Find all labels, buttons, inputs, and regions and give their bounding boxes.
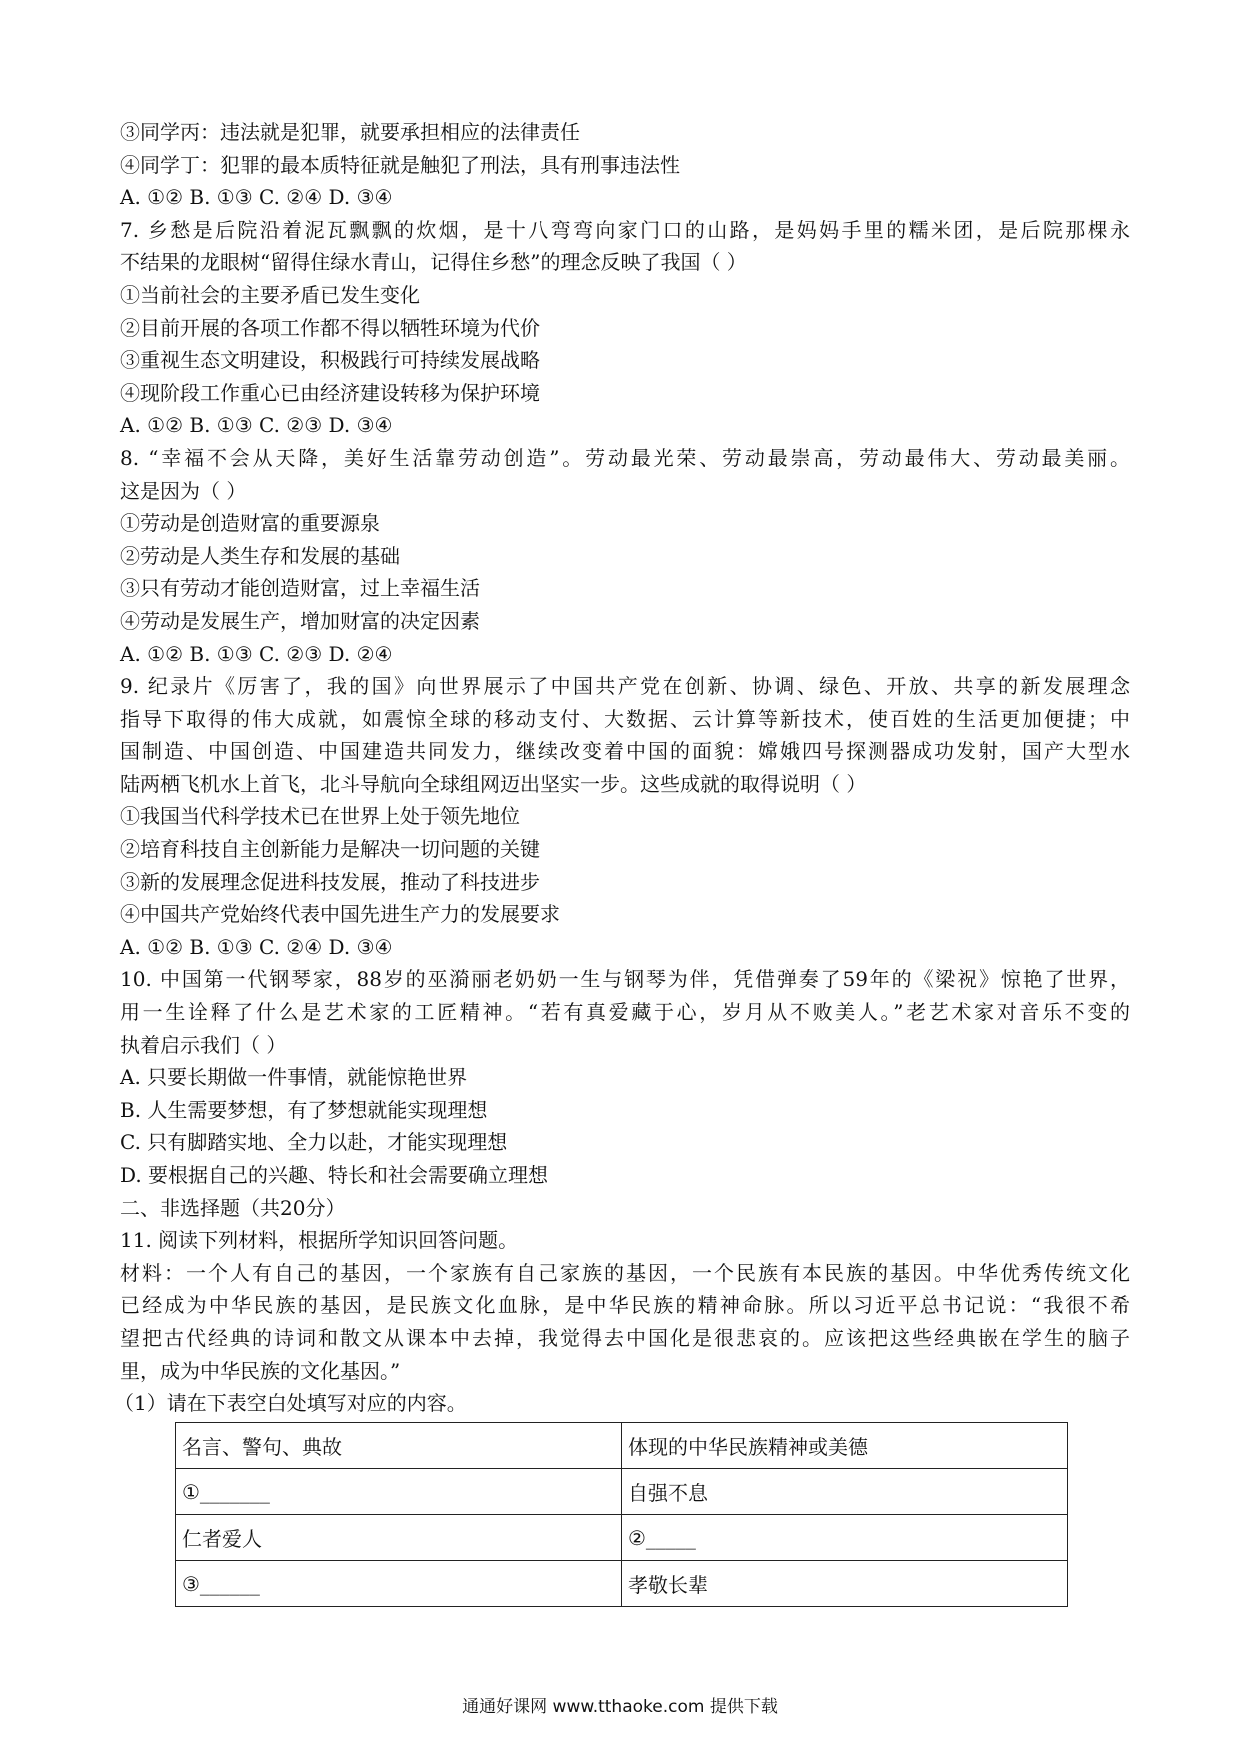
- q11-material-line: 已经成为中华民族的基因，是民族文化血脉，是中华民族的精神命脉。所以习近平总书记说：“我很不希: [120, 1293, 1130, 1318]
- q7-stem: [120, 214, 1130, 279]
- q9-option-3: ③新的发展理念促进科技发展，推动了科技进步: [120, 869, 540, 894]
- q10-stem-line: 用一生诠释了什么是艺术家的工匠精神。“若有真爱藏于心，岁月从不败美人。”老艺术家对音乐不变的: [120, 1000, 1130, 1025]
- q6-option-3: ③同学丙：违法就是犯罪，就要承担相应的法律责任: [120, 120, 580, 144]
- q9-stem-line: 陆两栖飞机水上首飞，北斗导航向全球组网迈出坚实一步。这些成就的取得说明（ ）: [120, 771, 867, 796]
- q8-stem: [120, 442, 1130, 507]
- q6-option-4: ④同学丁：犯罪的最本质特征就是触犯了刑法，具有刑事违法性: [120, 152, 680, 177]
- q8-option-1: ①劳动是创造财富的重要源泉: [120, 511, 380, 536]
- q8-stem-line: 这是因为（ ）: [120, 478, 247, 503]
- q10-stem-line: 10. 中国第一代钢琴家，88岁的巫漪丽老奶奶一生与钢琴为伴，凭借弹奏了59年的《梁祝》惊艳了世界，: [120, 967, 1130, 992]
- table-row: [176, 1469, 1068, 1515]
- q9-answer-choices: A. ①② B. ①③ C. ②④ D. ③④: [120, 934, 393, 959]
- q9-option-2: ②培育科技自主创新能力是解决一切问题的关键: [120, 837, 540, 862]
- q11-subquestion-1: （1）请在下表空白处填写对应的内容。: [114, 1391, 467, 1416]
- q8-option-4: ④劳动是发展生产，增加财富的决定因素: [120, 608, 480, 633]
- q11-material-line: 材料：一个人有自己的基因，一个家族有自己家族的基因，一个民族有本民族的基因。中华优秀传统文化: [120, 1260, 1130, 1285]
- q10-stem-line: 执着启示我们（ ）: [120, 1032, 287, 1057]
- q9-option-4: ④中国共产党始终代表中国先进生产力的发展要求: [120, 902, 560, 927]
- q8-option-2: ②劳动是人类生存和发展的基础: [120, 543, 400, 568]
- q9-stem-line: 国制造、中国创造、中国建造共同发力，继续改变着中国的面貌：嫦娥四号探测器成功发射，国产大型水: [120, 739, 1130, 764]
- section-heading: 二、非选择题（共20分）: [120, 1195, 346, 1220]
- q11-material-line: 望把古代经典的诗词和散文从课本中去掉，我觉得去中国化是很悲哀的。应该把这些经典嵌在学生的脑子: [120, 1325, 1130, 1350]
- table-row: [176, 1561, 1068, 1607]
- table-header-cell: 名言、警句、典故: [176, 1423, 622, 1469]
- q9-stem-line: 指导下取得的伟大成就，如震惊全球的移动支付、大数据、云计算等新技术，使百姓的生活更加便捷；中: [120, 706, 1130, 731]
- page-footer: 通通好课网 www.tthaoke.com 提供下载: [462, 1697, 778, 1717]
- table-cell: 自强不息: [622, 1469, 1068, 1515]
- q9-stem-line: 9. 纪录片《厉害了，我的国》向世界展示了中国共产党在创新、协调、绿色、开放、共享的新发展理念: [120, 674, 1130, 699]
- exam-page-body: [114, 116, 1130, 1420]
- answer-table: [175, 1422, 1068, 1607]
- q7-option-3: ③重视生态文明建设，积极践行可持续发展战略: [120, 348, 540, 373]
- table-row: [176, 1515, 1068, 1561]
- q11-stem: 11. 阅读下列材料，根据所学知识回答问题。: [120, 1228, 519, 1253]
- table-cell: ②_____: [622, 1515, 1068, 1561]
- q7-answer-choices: A. ①② B. ①③ C. ②③ D. ③④: [120, 413, 393, 438]
- q10-stem: [120, 963, 1130, 1061]
- q11-material: [120, 1257, 1130, 1387]
- table-cell: ③______: [176, 1561, 622, 1607]
- q9-option-1: ①我国当代科学技术已在世界上处于领先地位: [120, 804, 520, 829]
- q8-option-3: ③只有劳动才能创造财富，过上幸福生活: [120, 576, 480, 601]
- table-cell: 孝敬长辈: [622, 1561, 1068, 1607]
- table-header-row: [176, 1423, 1068, 1469]
- q7-option-1: ①当前社会的主要矛盾已发生变化: [120, 282, 420, 307]
- q7-option-4: ④现阶段工作重心已由经济建设转移为保护环境: [120, 380, 540, 405]
- q10-option-c: C. 只有脚踏实地、全力以赴，才能实现理想: [120, 1130, 508, 1155]
- q8-stem-line: 8. “幸福不会从天降，美好生活靠劳动创造”。劳动最光荣、劳动最崇高，劳动最伟大、劳动最美丽。: [120, 445, 1130, 470]
- q10-option-d: D. 要根据自己的兴趣、特长和社会需要确立理想: [120, 1163, 549, 1187]
- q10-option-a: A. 只要长期做一件事情，就能惊艳世界: [120, 1065, 468, 1090]
- q6-answer-choices: A. ①② B. ①③ C. ②④ D. ③④: [120, 185, 393, 210]
- q7-option-2: ②目前开展的各项工作都不得以牺牲环境为代价: [120, 315, 540, 340]
- table-header-cell: 体现的中华民族精神或美德: [622, 1423, 1068, 1469]
- q7-stem-line: 7. 乡愁是后院沿着泥瓦飘飘的炊烟，是十八弯弯向家门口的山路，是妈妈手里的糯米团，是后院那棵永: [120, 217, 1130, 242]
- q7-stem-line: 不结果的龙眼树“留得住绿水青山，记得住乡愁”的理念反映了我国（ ）: [120, 250, 747, 275]
- q9-stem: [120, 670, 1130, 800]
- table-cell: ①_______: [176, 1469, 622, 1515]
- table-cell: 仁者爱人: [176, 1515, 622, 1561]
- q8-answer-choices: A. ①② B. ①③ C. ②③ D. ②④: [120, 641, 393, 666]
- q10-option-b: B. 人生需要梦想，有了梦想就能实现理想: [120, 1097, 488, 1122]
- q11-material-line: 里，成为中华民族的文化基因。”: [120, 1358, 401, 1383]
